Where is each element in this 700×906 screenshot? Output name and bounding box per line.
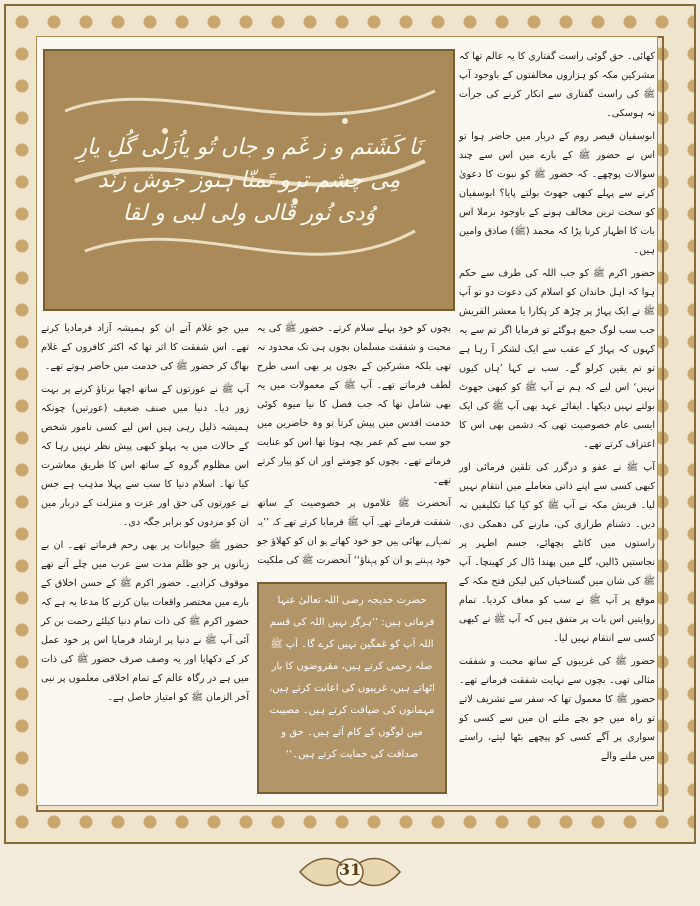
article-column-middle: [257, 319, 451, 579]
calligraphy-line: مِی چشم ترو تَمنّا ہنوز جوش زنَد: [97, 167, 401, 193]
paragraph: آنحضرت ﷺ غلاموں پر خصوصیت کے ساتھ شفقت فرماتے تھے۔ آپ ﷺ فرمایا کرتے تھے کہ ’’یہ تمہارے بھائی ہیں جو خود کھاتے ہو ان کو کھلاؤ جو خود پہنتے ہو ان کو پہناؤ‘‘ آنحضرت ﷺ کی ملکیت: [257, 498, 451, 566]
calligraphy-text: [60, 131, 437, 230]
paragraph: حضور اکرم ﷺ کو جب اللہ کی طرف سے حکم ہوا کہ اہل خاندان کو اسلام کی دعوت دو تو آپ ﷺ نے ایک پہاڑ پر چڑھ کر پکارا یا معشر القریش جب سب لوگ جمع ہوگئے تو فرمایا اگر تم سے یہ کہوں کہ پہاڑ کے عقب سے ایک لشکر آ رہا ہے تو تم یقین کرلو گے۔ سب نے کہا ’ہاں کیوں نہیں‘ اس لیے کہ ہم نے آپ ﷺ کو کبھی جھوٹ بولتے نہیں دیکھا۔ ایفائے عہد بھی آپ ﷺ کی ایک ایسی عام خصوصیت تھی کہ دشمن بھی اس کا اعتراف کرتے تھے۔: [459, 268, 655, 450]
paragraph: آپ ﷺ نے عورتوں کے ساتھ اچھا برتاؤ کرنے پر بہت زور دیا۔ دنیا میں صنف ضعیف (عورتیں) چونکہ ہمیشہ ذلیل رہی ہیں اس لیے کسی نامور شخص کے حالات میں یہ پہلو کبھی پیش نظر نہیں رہا کہ اس مظلوم گروہ کے ساتھ اس کا طریق معاشرت کیا تھا۔ اسلام دنیا کا سب سے پہلا مذہب ہے جس نے عورتوں کی حق اور عزت و منزلت کے دربار میں ان کو مردوں کو برابر جگہ دی۔: [41, 384, 249, 528]
paragraph: میں جو غلام آتے ان کو ہمیشہ آزاد فرمادیا کرتے تھے۔ اس شفقت کا اثر تھا کہ اکثر کافروں کے غلام بھاگ کر حضور ﷺ کی خدمت میں حاضر ہوتے تھے۔: [41, 323, 249, 372]
calligraphy-line: وُدی نُور قَالی ولی لبی و لقا: [122, 200, 376, 226]
article-column-right: [459, 47, 655, 799]
calligraphy-line: نَا کَشَتم و ز غَم و جاں تُو یاُزَلی گُلِ یارِ: [76, 134, 422, 160]
paragraph: کھائی۔ حق گوئی راست گفتاری کا یہ عالم تھا کہ مشرکین مکہ کو ہزاروں مخالفتوں کے باوجود آپ ﷺ کی راست گفتاری سے انکار کرنے کی جرأت نہ ہوسکی۔: [459, 51, 655, 119]
paragraph: حضور ﷺ حیوانات پر بھی رحم فرماتے تھے۔ ان بے زبانوں پر جو ظلم مدت سے عرب میں چلے آتے تھے موقوف کرادیے۔ حضور اکرم ﷺ کے حسن اخلاق کے بارے میں مختصر واقعات بیان کرنے کا مدعا یہ ہے کہ حضور اکرم ﷺ کی ذات تمام دنیا کیلئے رحمت بن کر آئی آپ ﷺ نے دنیا پر ارشاد فرمایا اس پر خود عمل کر کے دکھایا اور یہ وصف صرف حضور ﷺ کی ذات میں ہے در رگاہ عالم کے تمام اخلاقی معلموں پر نبی آخر الزمان ﷺ کو امتیاز حاصل ہے۔: [41, 540, 249, 703]
quote-box: [257, 582, 447, 794]
paragraph: ابوسفیان قیصر روم کے دربار میں حاضر ہوا تو اس نے حضور ﷺ کے بارے میں اس سے چند سوالات پوچھے۔ کہ حضور ﷺ کو نبوت کا دعویٰ کرنے سے پہلے کبھی جھوٹ بولتے پایا؟ ابوسفیان کو سخت ترین مخالف ہونے کے باوجود برملا اس بات کا اظہار کرنا پڑا کہ محمد (ﷺ) صادق وامین ہیں۔: [459, 131, 655, 256]
calligraphy-panel: [43, 49, 455, 311]
quote-text: حضرت خدیجہ رضی اللہ تعالیٰ عنہا فرماتی ہیں: ’’ہرگز نہیں اللہ کی قسم اللہ آپ کو غمگین نہیں کرے گا۔ آپ ﷺ صلہ رحمی کرتے ہیں، مقروضوں کا بار اٹھاتے ہیں، غریبوں کی اعانت کرتے ہیں، مہمانوں کی ضیافت کرتے ہیں۔ مصیبت میں لوگوں کے کام آتے ہیں۔ حق و صداقت کی حمایت کرتے ہیں۔‘‘: [269, 595, 435, 760]
page-number: 31: [338, 860, 362, 879]
paragraph: حضور ﷺ کی غریبوں کے ساتھ محبت و شفقت مثالی تھی۔ بچوں سے نہایت شفقت فرماتے تھے۔ حضور ﷺ کا معمول تھا کہ سفر سے تشریف لاتے تو راہ میں جو بچے ملتے ان میں سے کسی کو سواری پر آگے کسی کو پیچھے بٹھا لیتے، راستے میں ملنے والے: [459, 656, 655, 762]
page-content: [36, 36, 658, 806]
paragraph: آپ ﷺ نے عفو و درگزر کی تلقین فرمائی اور کبھی کسی سے اپنے ذاتی معاملے میں انتقام نہیں لیا۔ قریش مکہ نے آپ ﷺ کو کیا کیا تکلیفیں نہ دیں۔ دشنام طرازی کی، مارنے کی دھمکی دی، راستوں میں کانٹے بچھائے، جسم اطہر پر نجاستیں ڈالیں، گلے میں پھندا ڈال کر کھینچا۔ آپ ﷺ کی شان میں گستاخیاں کیں لیکن فتح مکہ کے موقع پر آپ ﷺ نے سب کو معاف کردیا۔ تمام روایتیں اس بات پر متفق ہیں کہ آپ ﷺ نے کبھی کسی سے انتقام نہیں لیا۔: [459, 462, 655, 644]
page-number-badge: [296, 852, 404, 892]
article-column-left: [41, 319, 249, 799]
paragraph: بچوں کو خود پہلے سلام کرتے۔ حضور ﷺ کی یہ محبت و شفقت مسلمان بچوں ہی تک محدود نہ تھی بلکہ مشرکین کے بچوں پر بھی اسی طرح لطف فرماتے تھے۔ آپ ﷺ کے معمولات میں یہ بھی شامل تھا کہ جب فصل کا نیا میوہ کوئی خدمت اقدس میں پیش کرتا تو وہ حاضرین میں جو سب سے کم عمر بچہ ہوتا تھا اس کو عنایت فرماتے تھے۔ بچوں کو چومتے اور ان کو پیار کرتے تھے۔: [257, 323, 451, 486]
